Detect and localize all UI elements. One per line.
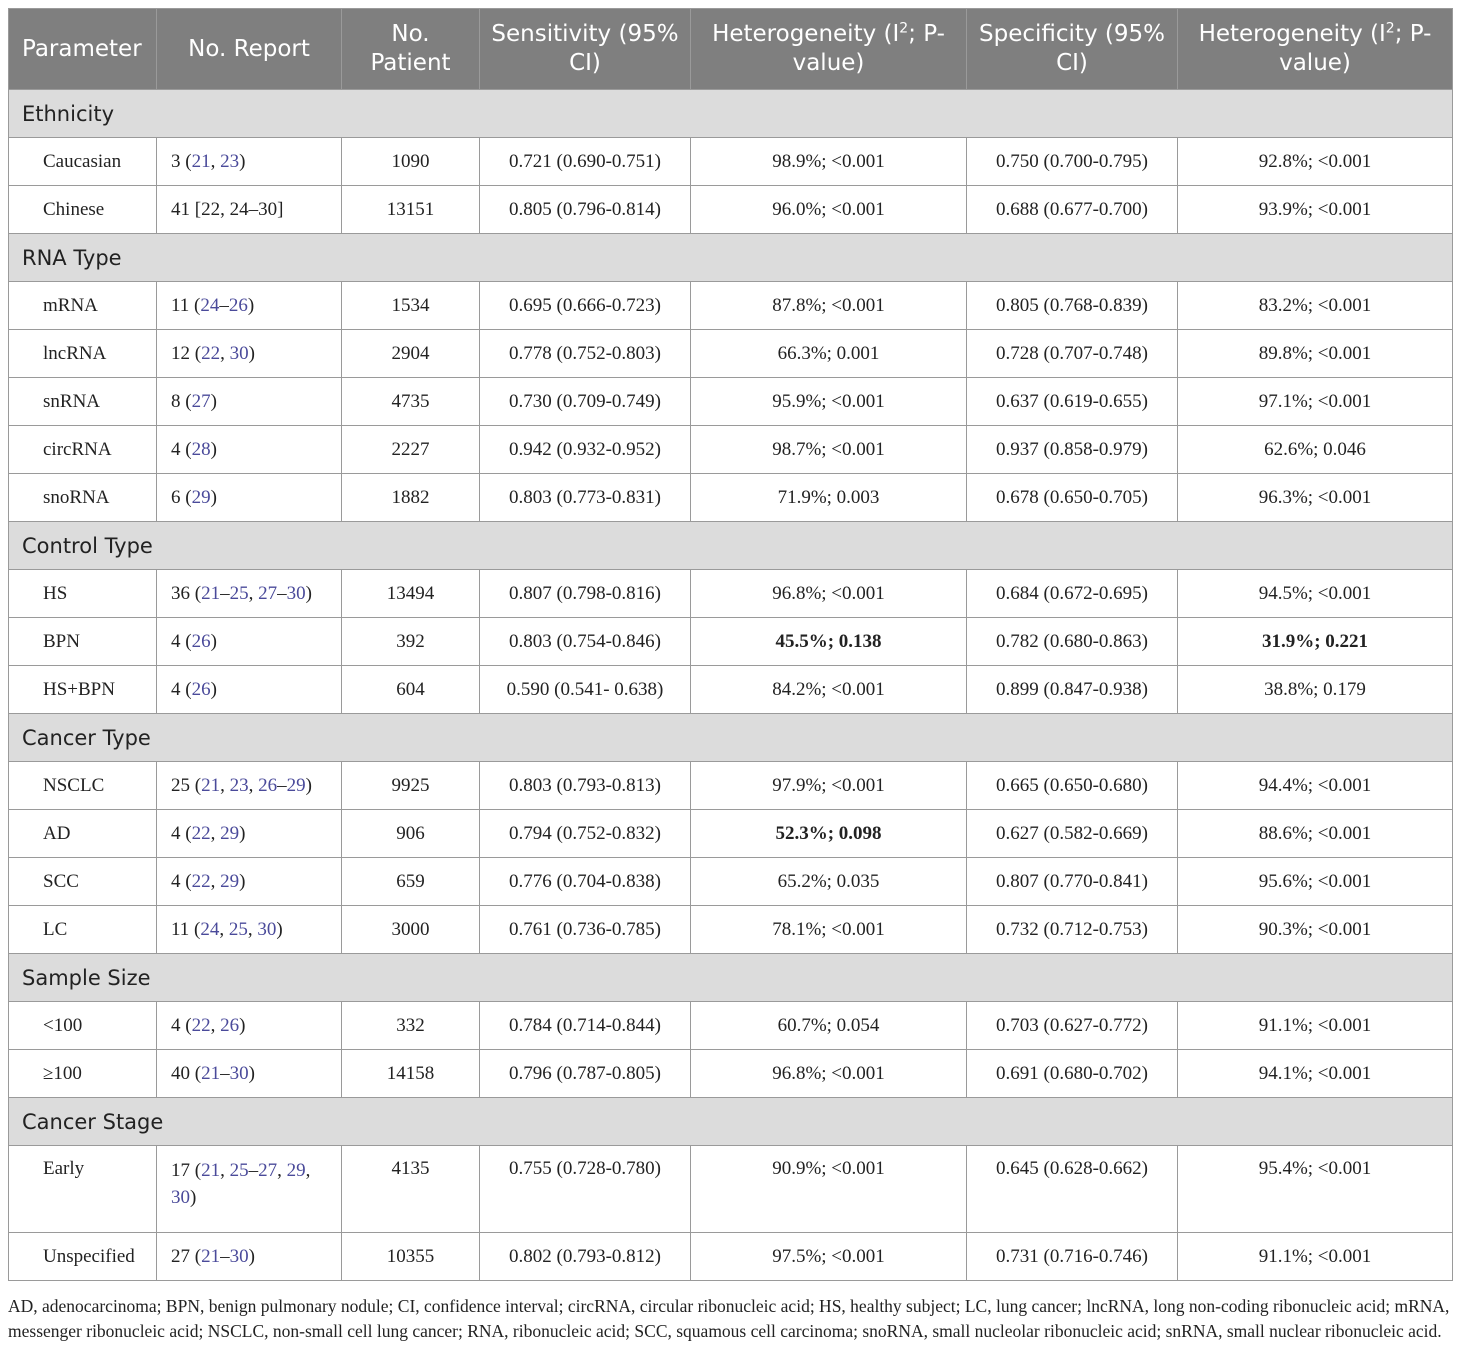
citation-link[interactable]: 27 xyxy=(258,582,278,604)
citation-link[interactable]: 21 xyxy=(201,1062,221,1084)
citation-link[interactable]: 22 xyxy=(191,870,211,892)
cell-report: 4 (22, 29) xyxy=(157,810,342,858)
cell-specificity: 0.665 (0.650-0.680) xyxy=(967,762,1178,810)
cell-heterogeneity-sens: 60.7%; 0.054 xyxy=(691,1002,967,1050)
cell-report: 25 (21, 23, 26–29) xyxy=(157,762,342,810)
cell-patients: 906 xyxy=(342,810,480,858)
cell-sensitivity: 0.590 (0.541- 0.638) xyxy=(480,666,691,714)
cell-heterogeneity-sens: 95.9%; <0.001 xyxy=(691,378,967,426)
table-row xyxy=(9,1002,1453,1050)
cell-heterogeneity-sens: 52.3%; 0.098 xyxy=(691,810,967,858)
cell-patients: 1882 xyxy=(342,474,480,522)
cell-parameter: lncRNA xyxy=(9,330,157,378)
cell-heterogeneity-sens: 87.8%; <0.001 xyxy=(691,282,967,330)
header-sensitivity: Sensitivity (95% CI) xyxy=(480,9,691,90)
cell-specificity: 0.750 (0.700-0.795) xyxy=(967,138,1178,186)
cell-parameter: circRNA xyxy=(9,426,157,474)
cell-report: 41 [22, 24–30] xyxy=(157,186,342,234)
table-row xyxy=(9,858,1453,906)
cell-heterogeneity-spec: 90.3%; <0.001 xyxy=(1178,906,1453,954)
cell-heterogeneity-sens: 66.3%; 0.001 xyxy=(691,330,967,378)
cell-sensitivity: 0.730 (0.709-0.749) xyxy=(480,378,691,426)
cell-sensitivity: 0.803 (0.793-0.813) xyxy=(480,762,691,810)
cell-patients: 659 xyxy=(342,858,480,906)
citation-link[interactable]: 24 xyxy=(200,294,220,316)
table-row xyxy=(9,666,1453,714)
cell-sensitivity: 0.778 (0.752-0.803) xyxy=(480,330,691,378)
cell-specificity: 0.688 (0.677-0.700) xyxy=(967,186,1178,234)
table-row xyxy=(9,1233,1453,1281)
citation-link[interactable]: 22 xyxy=(191,1014,211,1036)
citation-link[interactable]: 26 xyxy=(220,1014,240,1036)
group-row-sample-size: Sample Size xyxy=(9,954,1453,1002)
cell-sensitivity: 0.776 (0.704-0.838) xyxy=(480,858,691,906)
cell-sensitivity: 0.761 (0.736-0.785) xyxy=(480,906,691,954)
cell-report: 11 (24, 25, 30) xyxy=(157,906,342,954)
results-table xyxy=(8,8,1453,1281)
cell-patients: 14158 xyxy=(342,1050,480,1098)
header-heterogeneity-1: Heterogeneity ($I^2$; P-value) xyxy=(691,9,967,90)
table-row xyxy=(9,138,1453,186)
cell-heterogeneity-sens: 97.5%; <0.001 xyxy=(691,1233,967,1281)
cell-heterogeneity-spec: 95.4%; <0.001 xyxy=(1178,1146,1453,1233)
citation-link[interactable]: 26 xyxy=(191,630,211,652)
citation-link[interactable]: 26 xyxy=(258,774,278,796)
header-specificity: Specificity (95% CI) xyxy=(967,9,1178,90)
cell-specificity: 0.899 (0.847-0.938) xyxy=(967,666,1178,714)
table-row xyxy=(9,378,1453,426)
cell-patients: 1534 xyxy=(342,282,480,330)
header-patient: No. Patient xyxy=(342,9,480,90)
header-row xyxy=(9,9,1453,90)
table-row xyxy=(9,474,1453,522)
cell-heterogeneity-spec: 94.4%; <0.001 xyxy=(1178,762,1453,810)
cell-patients: 13151 xyxy=(342,186,480,234)
cell-patients: 10355 xyxy=(342,1233,480,1281)
cell-parameter: <100 xyxy=(9,1002,157,1050)
cell-parameter: Early xyxy=(9,1146,157,1233)
table-footnote: AD, adenocarcinoma; BPN, benign pulmonary nodule; CI, confidence interval; circRNA, circular ribonucleic acid; HS, healthy subject; LC, lung cancer; lncRNA, long non-coding ribonucleic acid; mRNA, messenger ribonucleic acid; NSCLC, non-small cell lung cancer; RNA, ribonucleic acid; SCC, squamous cell carcinoma; snoRNA, small nucleolar ribonucleic acid; snRNA, small nuclear ribonucleic acid. xyxy=(8,1296,1450,1341)
citation-link[interactable]: 25 xyxy=(229,582,249,604)
cell-heterogeneity-sens: 96.0%; <0.001 xyxy=(691,186,967,234)
cell-patients: 2227 xyxy=(342,426,480,474)
cell-report: 6 (29) xyxy=(157,474,342,522)
cell-parameter: Unspecified xyxy=(9,1233,157,1281)
citation-link[interactable]: 22 xyxy=(201,342,221,364)
cell-report: 4 (22, 29) xyxy=(157,858,342,906)
cell-heterogeneity-sens: 84.2%; <0.001 xyxy=(691,666,967,714)
citation-link[interactable]: 29 xyxy=(286,774,306,796)
cell-specificity: 0.937 (0.858-0.979) xyxy=(967,426,1178,474)
cell-heterogeneity-spec: 92.8%; <0.001 xyxy=(1178,138,1453,186)
table-row xyxy=(9,186,1453,234)
cell-heterogeneity-spec: 94.1%; <0.001 xyxy=(1178,1050,1453,1098)
cell-sensitivity: 0.695 (0.666-0.723) xyxy=(480,282,691,330)
citation-link[interactable]: 21 xyxy=(201,774,221,796)
cell-specificity: 0.645 (0.628-0.662) xyxy=(967,1146,1178,1233)
cell-parameter: Caucasian xyxy=(9,138,157,186)
cell-patients: 1090 xyxy=(342,138,480,186)
cell-report: 4 (22, 26) xyxy=(157,1002,342,1050)
cell-patients: 392 xyxy=(342,618,480,666)
cell-patients: 2904 xyxy=(342,330,480,378)
cell-heterogeneity-spec: 89.8%; <0.001 xyxy=(1178,330,1453,378)
table-row xyxy=(9,1146,1453,1233)
cell-parameter: NSCLC xyxy=(9,762,157,810)
cell-heterogeneity-spec: 96.3%; <0.001 xyxy=(1178,474,1453,522)
group-row-cancer-type: Cancer Type xyxy=(9,714,1453,762)
group-row-ethnicity: Ethnicity xyxy=(9,90,1453,138)
table-row xyxy=(9,570,1453,618)
citation-link[interactable]: 30 xyxy=(171,1187,190,1208)
citation-link[interactable]: 21 xyxy=(201,1160,221,1181)
citation-link[interactable]: 26 xyxy=(228,294,248,316)
cell-report: 4 (26) xyxy=(157,666,342,714)
cell-heterogeneity-spec: 93.9%; <0.001 xyxy=(1178,186,1453,234)
cell-heterogeneity-sens: 98.7%; <0.001 xyxy=(691,426,967,474)
cell-report: 27 (21–30) xyxy=(157,1233,342,1281)
citation-link[interactable]: 22 xyxy=(191,822,211,844)
citation-link[interactable]: 27 xyxy=(191,390,211,412)
cell-sensitivity: 0.942 (0.932-0.952) xyxy=(480,426,691,474)
cell-specificity: 0.782 (0.680-0.863) xyxy=(967,618,1178,666)
cell-report: 11 (24–26) xyxy=(157,282,342,330)
citation-link[interactable]: 30 xyxy=(286,582,306,604)
citation-link[interactable]: 28 xyxy=(191,438,211,460)
group-row-cancer-stage: Cancer Stage xyxy=(9,1098,1453,1146)
citation-link[interactable]: 23 xyxy=(220,150,240,172)
citation-link[interactable]: 21 xyxy=(201,1245,221,1267)
cell-specificity: 0.732 (0.712-0.753) xyxy=(967,906,1178,954)
cell-sensitivity: 0.802 (0.793-0.812) xyxy=(480,1233,691,1281)
cell-parameter: snRNA xyxy=(9,378,157,426)
cell-patients: 4735 xyxy=(342,378,480,426)
cell-report: 36 (21–25, 27–30) xyxy=(157,570,342,618)
citation-link[interactable]: 27 xyxy=(258,1160,278,1181)
citation-link[interactable]: 30 xyxy=(229,342,249,364)
header-heterogeneity-2: Heterogeneity ($I^2$; P-value) xyxy=(1178,9,1453,90)
cell-heterogeneity-spec: 91.1%; <0.001 xyxy=(1178,1002,1453,1050)
cell-patients: 3000 xyxy=(342,906,480,954)
cell-report: 4 (28) xyxy=(157,426,342,474)
cell-patients: 604 xyxy=(342,666,480,714)
cell-specificity: 0.728 (0.707-0.748) xyxy=(967,330,1178,378)
cell-heterogeneity-sens: 97.9%; <0.001 xyxy=(691,762,967,810)
citation-link[interactable]: 25 xyxy=(229,1160,249,1181)
citation-link[interactable]: 29 xyxy=(191,486,211,508)
cell-specificity: 0.691 (0.680-0.702) xyxy=(967,1050,1178,1098)
cell-sensitivity: 0.803 (0.754-0.846) xyxy=(480,618,691,666)
cell-report: 8 (27) xyxy=(157,378,342,426)
cell-parameter: SCC xyxy=(9,858,157,906)
group-row-rna-type: RNA Type xyxy=(9,234,1453,282)
cell-heterogeneity-spec: 31.9%; 0.221 xyxy=(1178,618,1453,666)
cell-report: 4 (26) xyxy=(157,618,342,666)
cell-parameter: LC xyxy=(9,906,157,954)
citation-link[interactable]: 29 xyxy=(220,870,240,892)
cell-heterogeneity-sens: 65.2%; 0.035 xyxy=(691,858,967,906)
cell-specificity: 0.807 (0.770-0.841) xyxy=(967,858,1178,906)
cell-specificity: 0.678 (0.650-0.705) xyxy=(967,474,1178,522)
table-row xyxy=(9,1050,1453,1098)
cell-patients: 4135 xyxy=(342,1146,480,1233)
citation-link[interactable]: 30 xyxy=(229,1062,249,1084)
cell-specificity: 0.627 (0.582-0.669) xyxy=(967,810,1178,858)
cell-heterogeneity-sens: 45.5%; 0.138 xyxy=(691,618,967,666)
citation-link[interactable]: 30 xyxy=(257,918,277,940)
table-row xyxy=(9,906,1453,954)
cell-parameter: ≥100 xyxy=(9,1050,157,1098)
cell-heterogeneity-sens: 71.9%; 0.003 xyxy=(691,474,967,522)
cell-sensitivity: 0.796 (0.787-0.805) xyxy=(480,1050,691,1098)
cell-parameter: AD xyxy=(9,810,157,858)
cell-heterogeneity-spec: 95.6%; <0.001 xyxy=(1178,858,1453,906)
citation-link[interactable]: 23 xyxy=(229,774,249,796)
cell-heterogeneity-spec: 83.2%; <0.001 xyxy=(1178,282,1453,330)
citation-link[interactable]: 26 xyxy=(191,678,211,700)
cell-report: 40 (21–30) xyxy=(157,1050,342,1098)
cell-parameter: HS+BPN xyxy=(9,666,157,714)
citation-link[interactable]: 21 xyxy=(191,150,211,172)
cell-heterogeneity-spec: 38.8%; 0.179 xyxy=(1178,666,1453,714)
cell-specificity: 0.637 (0.619-0.655) xyxy=(967,378,1178,426)
cell-heterogeneity-sens: 90.9%; <0.001 xyxy=(691,1146,967,1233)
cell-heterogeneity-spec: 94.5%; <0.001 xyxy=(1178,570,1453,618)
cell-heterogeneity-spec: 62.6%; 0.046 xyxy=(1178,426,1453,474)
citation-link[interactable]: 29 xyxy=(220,822,240,844)
cell-specificity: 0.805 (0.768-0.839) xyxy=(967,282,1178,330)
cell-heterogeneity-sens: 96.8%; <0.001 xyxy=(691,570,967,618)
table-row xyxy=(9,426,1453,474)
table-row xyxy=(9,810,1453,858)
cell-patients: 13494 xyxy=(342,570,480,618)
cell-sensitivity: 0.755 (0.728-0.780) xyxy=(480,1146,691,1233)
cell-heterogeneity-sens: 78.1%; <0.001 xyxy=(691,906,967,954)
cell-sensitivity: 0.794 (0.752-0.832) xyxy=(480,810,691,858)
cell-parameter: mRNA xyxy=(9,282,157,330)
table-row xyxy=(9,762,1453,810)
header-parameter: Parameter xyxy=(9,9,157,90)
citation-link[interactable]: 25 xyxy=(228,918,248,940)
cell-report: 12 (22, 30) xyxy=(157,330,342,378)
citation-link[interactable]: 29 xyxy=(286,1160,306,1181)
cell-parameter: Chinese xyxy=(9,186,157,234)
cell-report: 3 (21, 23) xyxy=(157,138,342,186)
cell-heterogeneity-spec: 91.1%; <0.001 xyxy=(1178,1233,1453,1281)
cell-patients: 9925 xyxy=(342,762,480,810)
cell-parameter: snoRNA xyxy=(9,474,157,522)
cell-heterogeneity-sens: 98.9%; <0.001 xyxy=(691,138,967,186)
cell-parameter: BPN xyxy=(9,618,157,666)
cell-sensitivity: 0.803 (0.773-0.831) xyxy=(480,474,691,522)
cell-heterogeneity-sens: 96.8%; <0.001 xyxy=(691,1050,967,1098)
cell-specificity: 0.731 (0.716-0.746) xyxy=(967,1233,1178,1281)
group-row-control-type: Control Type xyxy=(9,522,1453,570)
cell-heterogeneity-spec: 97.1%; <0.001 xyxy=(1178,378,1453,426)
cell-patients: 332 xyxy=(342,1002,480,1050)
header-report: No. Report xyxy=(157,9,342,90)
table-row xyxy=(9,618,1453,666)
citation-link[interactable]: 24 xyxy=(200,918,220,940)
citation-link[interactable]: 21 xyxy=(201,582,221,604)
citation-link[interactable]: 30 xyxy=(229,1245,249,1267)
table-row xyxy=(9,330,1453,378)
table-row xyxy=(9,282,1453,330)
cell-parameter: HS xyxy=(9,570,157,618)
cell-report: 17 (21, 25–27, 29, 30) xyxy=(157,1146,342,1233)
cell-sensitivity: 0.721 (0.690-0.751) xyxy=(480,138,691,186)
cell-specificity: 0.684 (0.672-0.695) xyxy=(967,570,1178,618)
cell-sensitivity: 0.807 (0.798-0.816) xyxy=(480,570,691,618)
cell-sensitivity: 0.805 (0.796-0.814) xyxy=(480,186,691,234)
cell-heterogeneity-spec: 88.6%; <0.001 xyxy=(1178,810,1453,858)
cell-specificity: 0.703 (0.627-0.772) xyxy=(967,1002,1178,1050)
cell-sensitivity: 0.784 (0.714-0.844) xyxy=(480,1002,691,1050)
